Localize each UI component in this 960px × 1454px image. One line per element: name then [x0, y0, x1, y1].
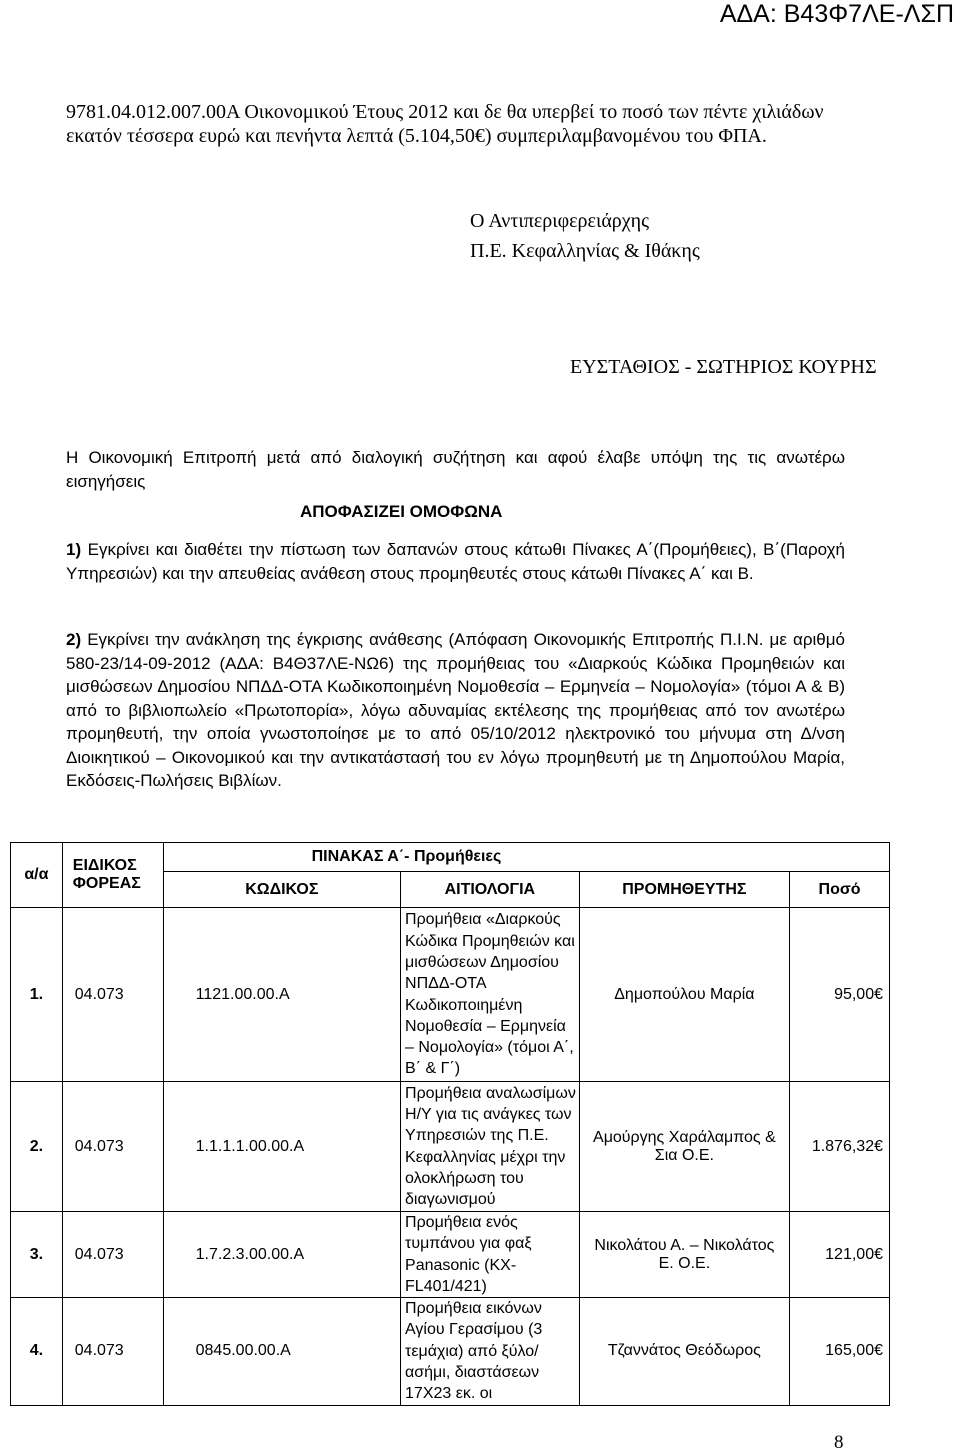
- decision-preamble: Η Οικονομική Επιτροπή μετά από διαλογική συζήτηση και αφού έλαβε υπόψη της τις ανωτέρω εισηγήσεις: [66, 448, 845, 491]
- row4-promitheftis: Τζαννάτος Θεόδωρος: [579, 1298, 789, 1405]
- item2-number: 2): [66, 630, 82, 649]
- signature-title-line2: Π.Ε. Κεφαλληνίας & Ιθάκης: [470, 240, 700, 262]
- row3-poso: 121,00€: [790, 1212, 890, 1298]
- table-row: [11, 1212, 890, 1298]
- header-aa: α/α: [11, 843, 63, 908]
- row1-promitheftis: Δημοπούλου Μαρία: [579, 908, 789, 1082]
- row1-kodikos: 1121.00.00.Α: [163, 908, 400, 1082]
- item1-number: 1): [66, 540, 82, 559]
- row1-foreas: 04.073: [62, 908, 163, 1082]
- item2-text: Εγκρίνει την ανάκληση της έγκρισης ανάθεσης (Απόφαση Οικονομικής Επιτροπής Π.Ι.Ν. με αριθμό 580-23/14-09-2012 (ΑΔΑ: Β4Θ37ΛΕ-ΝΩ6) της προμήθειας του «Διαρκούς Κώδικα Προμηθειών και μισθώσεων Δημοσίου ΝΠΔΔ-ΟΤΑ Κωδικοποιημένη Νομοθεσία – Ερμηνεία – Νομολογία» (τόμοι Α & Β) από το βιβλιοπωλείο «Πρωτοπορία», λόγω αδυναμίας εκτέλεσης της προμήθειας από τον ανωτέρω προμηθευτή, την οποία γνωστοποίησε με το από 05/10/2012 ηλεκτρονικό του μήνυμα στη Δ/νση Διοικητικού – Οικονομικού και την αντικατάστασή του εν λόγω προμηθευτή με τη Δημοπούλου Μαρία, Εκδόσεις-Πωλήσεις Βιβλίων.: [66, 630, 845, 790]
- signature-name: ΕΥΣΤΑΘΙΟΣ - ΣΩΤΗΡΙΟΣ ΚΟΥΡΗΣ: [570, 356, 877, 378]
- header-poso: Ποσό: [790, 872, 890, 908]
- row2-aitiologia: Προμήθεια αναλωσίμων Η/Υ για τις ανάγκες των Υπηρεσιών της Π.Ε. Κεφαλληνίας μέχρι την ολοκλήρωση του διαγωνισμού: [401, 1082, 580, 1212]
- row4-poso: 165,00€: [790, 1298, 890, 1405]
- row2-poso: 1.876,32€: [790, 1082, 890, 1212]
- ada-code: ΑΔΑ: Β43Φ7ΛΕ-ΛΣΠ: [719, 0, 954, 28]
- row3-aa: 3.: [11, 1212, 63, 1298]
- table-header-row: [11, 843, 890, 872]
- intro-paragraph: 9781.04.012.007.00Α Οικονομικού Έτους 2012 και δε θα υπερβεί το ποσό των πέντε χιλιάδων εκατόν τέσσερα ευρώ και πενήντα λεπτά (5.104,50€) συμπεριλαμβανομένου του ΦΠΑ.: [66, 101, 824, 147]
- row4-aa: 4.: [11, 1298, 63, 1405]
- header-foreas: ΕΙΔΙΚΟΣ ΦΟΡΕΑΣ: [62, 843, 163, 908]
- table-title: ΠΙΝΑΚΑΣ Α΄- Προμήθειες: [163, 843, 889, 872]
- row1-aa: 1.: [11, 908, 63, 1082]
- decision-heading: ΑΠΟΦΑΣΙΖΕΙ ΟΜΟΦΩΝΑ: [300, 502, 503, 521]
- row1-poso: 95,00€: [790, 908, 890, 1082]
- row4-aitiologia: Προμήθεια εικόνων Αγίου Γερασίμου (3 τεμάχια) από ξύλο/ασήμι, διαστάσεων 17Χ23 εκ. οι: [401, 1298, 580, 1405]
- row3-promitheftis: Νικολάτου Α. – Νικολάτος Ε. Ο.Ε.: [579, 1212, 789, 1298]
- table-row: [11, 1298, 890, 1405]
- row2-foreas: 04.073: [62, 1082, 163, 1212]
- row2-promitheftis: Αμούργης Χαράλαμπος & Σια Ο.Ε.: [579, 1082, 789, 1212]
- row3-aitiologia: Προμήθεια ενός τυμπάνου για φαξ Panasonic (KX-FL401/421): [401, 1212, 580, 1298]
- signature-title-line1: Ο Αντιπεριφερειάρχης: [470, 210, 650, 232]
- page-number: 8: [834, 1432, 844, 1453]
- items-table: [10, 842, 890, 1406]
- row4-foreas: 04.073: [62, 1298, 163, 1405]
- header-aitiologia: ΑΙΤΙΟΛΟΓΙΑ: [401, 872, 580, 908]
- table-row: [11, 1082, 890, 1212]
- table-row: [11, 908, 890, 1082]
- header-kodikos: ΚΩΔΙΚΟΣ: [163, 872, 400, 908]
- row1-aitiologia: Προμήθεια «Διαρκούς Κώδικα Προμηθειών και μισθώσεων Δημοσίου ΝΠΔΔ-ΟΤΑ Κωδικοποιημένη Νομοθεσία – Ερμηνεία – Νομολογία» (τόμοι Α΄, Β΄ & Γ΄): [401, 908, 580, 1082]
- row3-kodikos: 1.7.2.3.00.00.Α: [163, 1212, 400, 1298]
- item1-text: Εγκρίνει και διαθέτει την πίστωση των δαπανών στους κάτωθι Πίνακες Α΄(Προμήθειες), Β΄(Παροχή Υπηρεσιών) και την απευθείας ανάθεση στους προμηθευτές στους κάτωθι Πίνακες Α΄ και Β.: [66, 540, 845, 583]
- decision-item-2: [66, 628, 845, 793]
- row3-foreas: 04.073: [62, 1212, 163, 1298]
- decision-item-1: [66, 538, 845, 585]
- header-promitheftis: ΠΡΟΜΗΘΕΥΤΗΣ: [579, 872, 789, 908]
- row2-kodikos: 1.1.1.1.00.00.Α: [163, 1082, 400, 1212]
- row2-aa: 2.: [11, 1082, 63, 1212]
- row4-kodikos: 0845.00.00.Α: [163, 1298, 400, 1405]
